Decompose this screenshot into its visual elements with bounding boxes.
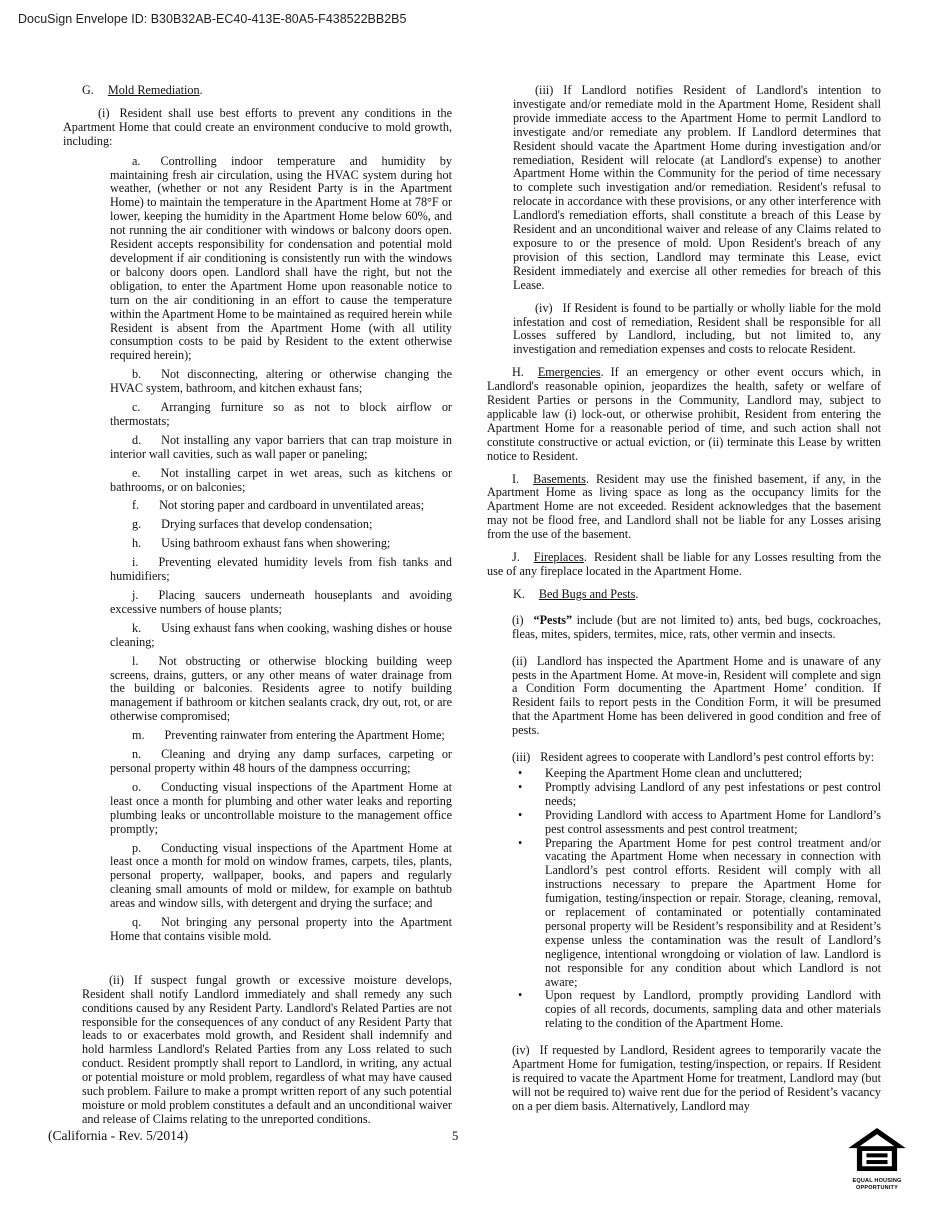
list-item-letter: q.: [132, 915, 142, 930]
docusign-envelope-id: DocuSign Envelope ID: B30B32AB-EC40-413E-80A5-F438522BB2B5: [18, 12, 407, 26]
para-g-iii: [513, 84, 881, 293]
para-number: (ii): [512, 653, 527, 668]
para-text: If requested by Landlord, Resident agrees to temporarily vacate the Apartment Home for fumigation, testing/inspection, or repairs. If Resident is required to vacate the Apartment Home for treatment, Landlord may (but will not be required to) waive rent due for the period of Resident’s vacancy on a per diem basis. Alternatively, Landlord may: [512, 1043, 881, 1113]
list-item: [110, 589, 452, 617]
list-item: [110, 368, 452, 396]
section-period: .: [199, 83, 203, 97]
list-item-letter: a.: [132, 153, 141, 168]
bullet-icon: •: [518, 807, 523, 822]
list-item-letter: g.: [132, 517, 142, 532]
list-item-letter: n.: [132, 747, 142, 762]
list-item: [110, 155, 452, 364]
list-item-letter: o.: [132, 779, 142, 794]
section-period: .: [585, 471, 589, 486]
list-item-letter: k.: [132, 620, 142, 635]
list-item-text: Using bathroom exhaust fans when showering;: [161, 536, 391, 551]
list-item-text: Drying surfaces that develop condensation;: [161, 517, 373, 532]
right-column: [487, 84, 881, 1127]
list-item-letter: d.: [132, 432, 142, 447]
list-item-text: Cleaning and drying any damp surfaces, carpeting or personal property within 48 hours of the dampness occurring;: [110, 747, 452, 775]
list-item-letter: e.: [132, 465, 141, 480]
equal-housing-caption-line1: EQUAL HOUSING: [852, 1178, 902, 1184]
list-item-text: Preventing elevated humidity levels from fish tanks and humidifiers;: [110, 555, 452, 584]
list-item: [110, 729, 452, 743]
para-k-iv: [512, 1044, 881, 1114]
para-number: (i): [512, 612, 524, 627]
para-text: If suspect fungal growth or excessive moisture develops, Resident shall notify Landlord immediately and shall remedy any such conditions caused by any Resident Party. Landlord's Related Parties are not responsible for the consequences of any conduct of any Resident Party that leads to or exacerbates mold growth, and Resident shall indemnify and hold harmless Landlord's Related Parties from any Loss related to such conduct. Resident promptly shall report to Landlord, in writing, any actual or potential moisture or mold problem, regardless of what may have caused such problem. Failure to make a prompt written report of any such potential moisture or mold problem constitutes a default and an unconditional waiver and release of Claims relating to the unreported conditions.: [82, 972, 452, 1126]
section-letter: J.: [512, 550, 520, 565]
section-title: Basements: [533, 471, 586, 486]
bullet-text: Promptly advising Landlord of any pest infestations or pest control needs;: [545, 779, 881, 808]
list-item-letter: c.: [132, 400, 141, 415]
section-letter: H.: [512, 365, 524, 380]
section-letter: I.: [512, 471, 520, 486]
section-text: Resident shall be liable for any Losses resulting from the use of any fireplace located in the Apartment Home.: [487, 550, 881, 578]
list-item: [110, 748, 452, 776]
section-g-heading: [63, 84, 452, 98]
list-item-letter: f.: [132, 498, 140, 513]
section-period: .: [583, 550, 587, 565]
para-number: (iv): [512, 1043, 530, 1058]
para-k-i: [512, 614, 881, 642]
page-number: 5: [452, 1129, 459, 1143]
list-item-text: Not installing carpet in wet areas, such as kitchens or bathrooms, or on balconies;: [110, 465, 452, 494]
pest-cooperation-list: [487, 767, 881, 1031]
section-h: [487, 366, 881, 463]
para-g-i: [63, 107, 452, 149]
para-text: Resident agrees to cooperate with Landlord’s pest control efforts by:: [540, 750, 875, 765]
list-item-letter: b.: [132, 367, 142, 382]
section-i: [487, 473, 881, 543]
para-text: If Landlord notifies Resident of Landlord's intention to investigate and/or remediate mold in the Apartment Home, Resident shall provide immediate access to the Apartment Home to permit Landlord to investigate and/or remediate any problem. If Landlord determines that Resident should vacate the Apartment Home during investigation and/or remediation, Resident will relocate (at Landlord's expense) to another Apartment Home within the Community for the period of time necessary to complete such investigation and/or remediation. Resident's refusal to relocate in accordance with these provisions, or any other interference with Landlord's remediation efforts, shall constitute a breach of this Lease by Resident and an unconditional waiver and release of any Claims related to exposure to or the presence of mold. Upon Resident's breach of any provision of this section, Landlord may terminate this Lease, evict Resident immediately and exercise all other remedies for breach of this Lease.: [513, 83, 881, 292]
bullet-item: [518, 988, 881, 1031]
section-title: Bed Bugs and Pests: [538, 586, 636, 601]
para-number: (i): [98, 105, 110, 120]
list-item-text: Conducting visual inspections of the Apartment Home at least once a month for plumbing and other water leaks and reporting plumbing leaks or uncontrollable moisture to the management office promptly;: [110, 779, 452, 836]
left-column: [63, 84, 452, 1127]
list-item: [110, 655, 452, 725]
list-item-letter: l.: [132, 653, 139, 668]
bullet-icon: •: [518, 765, 523, 780]
list-item-text: Conducting visual inspections of the Apartment Home at least once a month for mold on window frames, carpets, tiles, plants, personal property, wallpaper, books, and papers and regularly cleaning small amounts of mold or mildew, for example on bathtub areas and window sills, with detergent and drying the surface; and: [110, 840, 452, 911]
list-item: [110, 434, 452, 462]
section-letter: G.: [82, 83, 94, 97]
para-k-ii: [512, 655, 881, 738]
equal-housing-house-icon: [848, 1128, 906, 1172]
para-g-iv: [513, 302, 881, 358]
mold-prevention-list: [63, 155, 452, 944]
list-item: [110, 537, 452, 551]
bullet-text: Keeping the Apartment Home clean and uncluttered;: [545, 765, 803, 780]
pests-bold-term: “Pests”: [533, 612, 573, 627]
para-number: (iii): [535, 83, 554, 97]
bullet-icon: •: [518, 779, 523, 794]
list-item: [110, 622, 452, 650]
para-k-iii: [512, 751, 881, 765]
para-text: If Resident is found to be partially or wholly liable for the mold infestation and cost of remediation, Resident shall be responsible for all Losses suffered by Landlord, including, but not limited to, any investigation and remediation expenses and costs to relocate Resident.: [513, 300, 881, 357]
list-item-text: Not disconnecting, altering or otherwise changing the HVAC system, bathroom, and kitchen exhaust fans;: [110, 367, 452, 396]
list-item-text: Using exhaust fans when cooking, washing dishes or house cleaning;: [110, 620, 452, 649]
list-item: [110, 467, 452, 495]
para-text: include (but are not limited to) ants, bed bugs, cockroaches, fleas, mites, spiders, termites, mice, rats, other vermin and insects.: [512, 612, 881, 641]
list-item: [110, 916, 452, 944]
list-item-text: Not storing paper and cardboard in unventilated areas;: [159, 498, 425, 513]
section-title: Fireplaces: [533, 550, 584, 565]
section-text: If an emergency or other event occurs which, in Landlord's reasonable opinion, jeopardizes the health, safety or welfare of Resident Parties or persons in the Community, Landlord may, subject to applicable law (i) lock-out, or otherwise prohibit, Resident from entering the Apartment Home for a reasonable period of time, and such action shall not constitute constructive or actual eviction, or (ii) terminate this Lease by written notice to Resident.: [487, 365, 881, 463]
list-item: [110, 401, 452, 429]
list-item: [110, 556, 452, 584]
list-item-text: Not installing any vapor barriers that can trap moisture in interior wall cavities, such as wall paper or paneling;: [110, 432, 452, 461]
bullet-item: [518, 765, 881, 781]
list-item: [110, 499, 452, 513]
bullet-icon: •: [518, 835, 523, 850]
list-item-letter: j.: [132, 588, 139, 602]
footer-revision-label: (California - Rev. 5/2014): [48, 1128, 189, 1143]
bullet-text: Upon request by Landlord, promptly providing Landlord with copies of all records, documents, sampling data and other materials relating to the condition of the Apartment Home.: [545, 988, 881, 1031]
section-title: Mold Remediation: [107, 83, 200, 97]
list-item: [110, 518, 452, 532]
equal-housing-caption-line2: OPPORTUNITY: [856, 1184, 898, 1191]
equal-housing-logo: [845, 1128, 909, 1191]
para-g-ii: [82, 974, 452, 1127]
list-item-text: Arranging furniture so as not to block airflow or thermostats;: [110, 400, 452, 428]
list-item-letter: h.: [132, 536, 142, 551]
section-j: [487, 551, 881, 579]
list-item-letter: i.: [132, 555, 139, 570]
para-text: Resident shall use best efforts to prevent any conditions in the Apartment Home that could create an environment conducive to mold growth, including:: [63, 105, 452, 148]
list-item-letter: m.: [132, 728, 145, 743]
bullet-icon: •: [518, 988, 523, 1003]
section-title: Emergencies: [537, 365, 601, 380]
para-number: (ii): [109, 972, 124, 987]
list-item-text: Not bringing any personal property into the Apartment Home that contains visible mold.: [110, 915, 452, 943]
section-text: Resident may use the finished basement, if any, in the Apartment Home as living space as long as the occupancy limits for the Apartment Home are not exceeded. Resident acknowledges that the basement may not be flood free, and Landlord shall not be liable for any Losses arising from the use of the basement.: [487, 471, 881, 542]
list-item-text: Controlling indoor temperature and humidity by maintaining fresh air circulation, using the HVAC system during hot weather, (whether or not any Resident Party is in the Apartment Home) to maintain the temperature in the Apartment Home at 78°F or lower, keeping the humidity in the Apartment Home below 60%, and not running the air conditioner with windows or balcony doors open. Resident accepts responsibility for condensation and potential mold development if air conditioning is consistently run with the windows or balcony doors open. Landlord shall have the right, but not the obligation, to enter the Apartment Home upon reasonable notice to turn on the air conditioning in an effort to cause the temperature within the Apartment Home to be maintained as required herein while Resident is absent from the Apartment Home (with all utility consumption costs to be paid by Resident to the extent otherwise required herein);: [110, 153, 452, 363]
para-number: (iv): [535, 300, 553, 315]
equal-housing-caption: [845, 1178, 909, 1191]
section-k-heading: [487, 588, 881, 602]
para-text: Landlord has inspected the Apartment Home and is unaware of any pests in the Apartment Home. At move-in, Resident will complete and sign a Condition Form documenting the Apartment Home’ condition. If Resident fails to report pests in the Condition Form, it will be presumed that the Apartment Home has been delivered in good condition and free of pests.: [512, 653, 881, 738]
list-item: [110, 781, 452, 837]
list-item: [110, 842, 452, 912]
bullet-item: [518, 807, 881, 837]
section-period: .: [600, 365, 604, 380]
list-item-text: Placing saucers underneath houseplants and avoiding excessive numbers of house plants;: [110, 588, 452, 616]
list-item-letter: p.: [132, 840, 142, 855]
para-number: (iii): [512, 750, 531, 765]
list-item-text: Not obstructing or otherwise blocking building weep screens, drains, gutters, or any other means of water drainage from the building or balconies. Residents agree to notify building management if bathroom or kitchen sealants crack, dry out, rot, or are otherwise compromised;: [110, 653, 452, 724]
bullet-text: Providing Landlord with access to Apartment Home for Landlord’s pest control assessments and pest control treatment;: [545, 807, 881, 836]
section-letter: K.: [513, 586, 525, 601]
section-period: .: [635, 586, 639, 601]
bullet-item: [518, 835, 881, 990]
bullet-text: Preparing the Apartment Home for pest control treatment and/or vacating the Apartment Home when necessary in connection with Landlord’s pest control efforts. Resident will comply with all instructions necessary to prepare the Apartment Home for fumigation, testing/inspection or repair. Storage, cleaning, removal, or replacement of contaminated or potentially contaminated personal property will be Resident’s responsibility and at Resident’s expense unless the contamination was the result of Landlord’s negligence, intentional wrongdoing or violation of law. Landlord is not responsible for any condition about which Landlord is not aware;: [545, 835, 881, 989]
list-item-text: Preventing rainwater from entering the Apartment Home;: [164, 728, 445, 743]
bullet-item: [518, 779, 881, 809]
